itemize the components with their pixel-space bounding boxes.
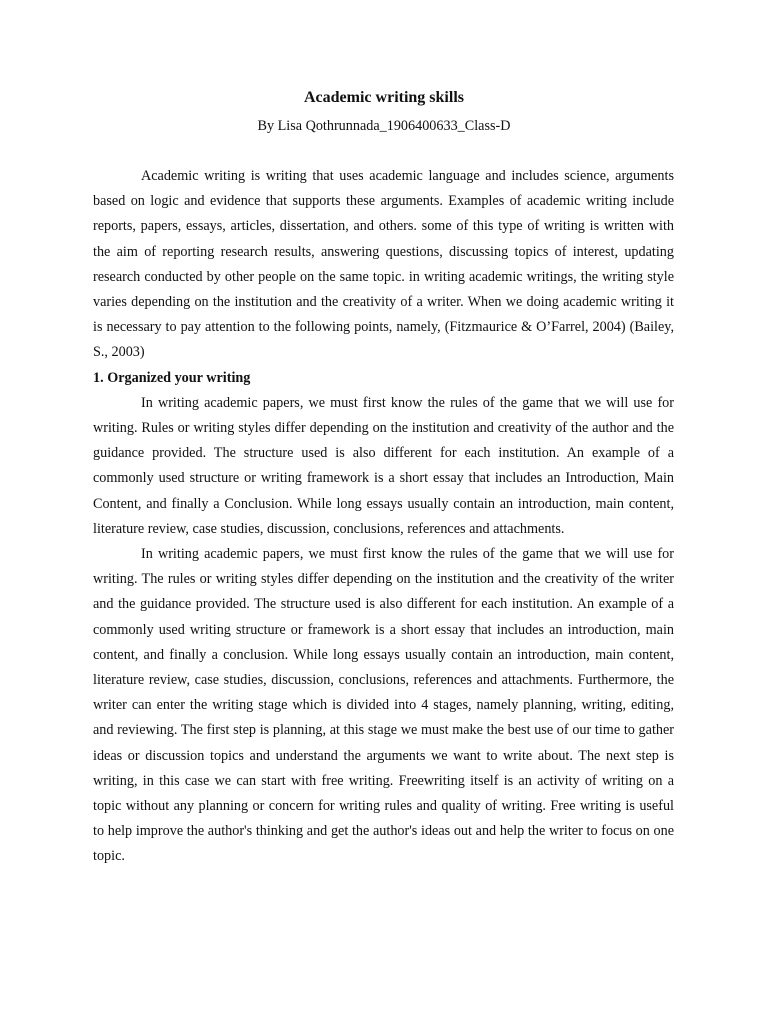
section-heading: 1. Organized your writing [93,369,251,386]
section-paragraph-1: In writing academic papers, we must first know the rules of the game that we will use for writing. Rules or writing styles differ depending on the institution and creativity of the author and the guidance provided. The structure used is also different for each institution. An example of a commonly used structure or writing framework is a short essay that includes an Introduction, Main Content, and finally a Conclusion. While long essays usually contain an introduction, main content, literature review, case studies, discussion, conclusions, references and attachments. [93,394,674,537]
document-title: Academic writing skills [304,89,464,106]
section-paragraph-2: In writing academic papers, we must first know the rules of the game that we will use for writing. The rules or writing styles differ depending on the institution and the creativity of the writer and the guidance provided. The structure used is also different for each institution. An example of a commonly used writing structure or framework is a short essay that includes an introduction, main content, and finally a conclusion. While long essays usually contain an introduction, main content, literature review, case studies, discussion, conclusions, references and attachments. Furthermore, the writer can enter the writing stage which is divided into 4 stages, namely planning, writing, editing, and reviewing. The first step is planning, at this stage we must make the best use of our time to gather ideas or discussion topics and understand the arguments we want to write about. The next step is writing, in this case we can start with free writing. Freewriting itself is an activity of writing on a topic without any planning or concern for writing rules and quality of writing. Free writing is useful to help improve the author's thinking and get the author's ideas out and help the writer to focus on one topic. [93,546,674,865]
document-body [93,164,674,870]
author-line: By Lisa Qothrunnada_1906400633_Class-D [257,118,511,134]
intro-paragraph: Academic writing is writing that uses academic language and includes science, arguments based on logic and evidence that supports these arguments. Examples of academic writing include reports, papers, essays, articles, dissertation, and others. some of this type of writing is written with the aim of reporting research results, answering questions, discussing topics of interest, updating research conducted by other people on the same topic. in writing academic writings, the writing style varies depending on the institution and the creativity of a writer. When we doing academic writing it is necessary to pay attention to the following points, namely, (Fitzmaurice & O’Farrel, 2004) (Bailey, S., 2003) [93,168,674,361]
